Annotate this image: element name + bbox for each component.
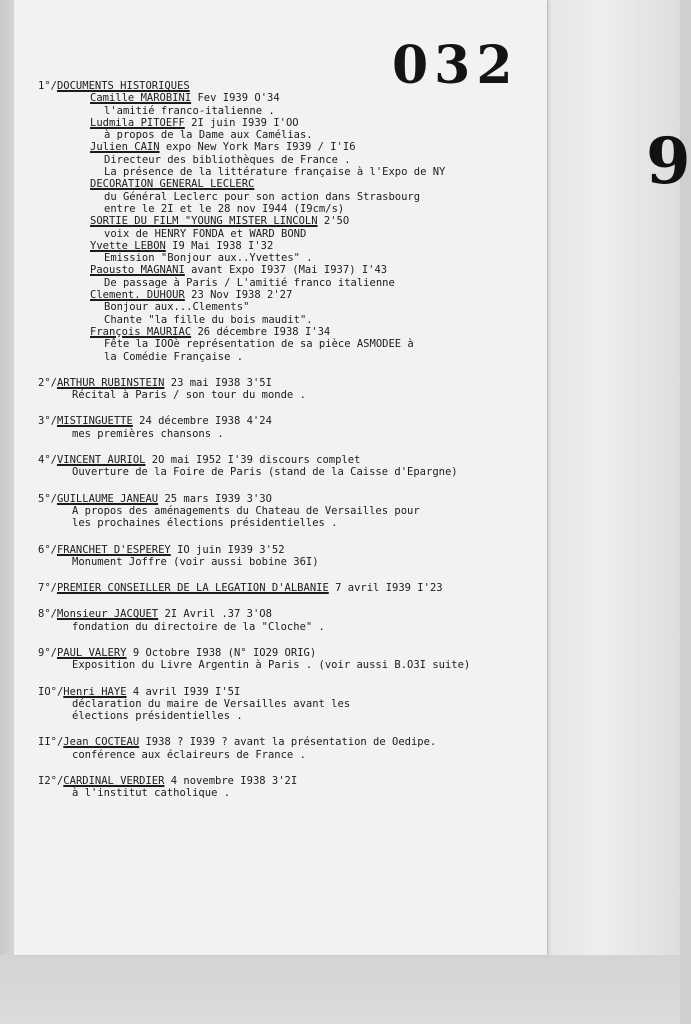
section-name: Monsieur JACQUET	[56, 608, 159, 621]
entry-heading	[38, 141, 538, 153]
section-number: 6°/	[38, 543, 57, 556]
entry-name: Clement. DUHOUR	[90, 289, 185, 302]
entry-details: I9 Mai I938 I'32	[165, 239, 274, 252]
section-gap	[38, 479, 538, 493]
section-gap	[38, 401, 538, 415]
entry-name: Julien CAIN	[90, 141, 160, 154]
section-description: conférence aux éclaireurs de France .	[72, 748, 306, 761]
document-page	[14, 0, 547, 955]
sections-list	[38, 363, 538, 800]
entry-description: Chante "la fille du bois maudit".	[104, 313, 313, 326]
entry-description: Fête la IOOè représentation de sa pièce ASMODEE à	[104, 338, 414, 351]
entry-description: entre le 2I et le 28 nov I944 (I9cm/s)	[104, 202, 345, 215]
section-name: PAUL VALERY	[56, 646, 127, 659]
entry-details: 23 Nov I938 2'27	[184, 289, 293, 302]
section-heading	[38, 736, 538, 748]
entry-details: 26 décembre I938 I'34	[191, 325, 331, 338]
section-heading	[38, 377, 538, 389]
entry-details: 2I juin I939 I'OO	[184, 116, 299, 129]
section-description: fondation du directoire de la "Cloche" .	[72, 620, 325, 633]
entry-details: expo New York Mars I939 / I'I6	[159, 141, 356, 154]
entry-description: du Général Leclerc pour son action dans Strasbourg	[104, 190, 421, 203]
entry-heading	[38, 215, 538, 227]
entry-name: Camille MAROBINI	[90, 92, 192, 105]
section-description: A propos des aménagements du Chateau de Versailles pour	[72, 504, 420, 517]
section-details: 24 décembre I938 4'24	[132, 415, 272, 428]
section-heading	[38, 582, 538, 594]
section-heading	[38, 493, 538, 505]
section-gap	[38, 594, 538, 608]
section-name: GUILLAUME JANEAU	[56, 492, 159, 505]
document-content	[38, 80, 538, 800]
entry-name: François MAURIAC	[90, 325, 192, 338]
section-number: II°/	[38, 736, 64, 749]
entry-name: Paousto MAGNANI	[90, 264, 185, 277]
section-details: 23 mai I938 3'5I	[164, 376, 272, 389]
section-details: 2O mai I952 I'39 discours complet	[145, 454, 361, 467]
entry-description: Emission "Bonjour aux..Yvettes" .	[104, 252, 313, 265]
entry-heading	[38, 289, 538, 301]
section-gap	[38, 568, 538, 582]
section-description: Récital à Paris / son tour du monde .	[72, 389, 306, 402]
section-number: 9°/	[38, 646, 57, 659]
adjacent-page-digit: 9	[646, 124, 691, 199]
section-gap	[38, 633, 538, 647]
entry-heading	[38, 326, 538, 338]
section-number: 3°/	[38, 415, 57, 428]
entry-description: la Comédie Française .	[104, 350, 244, 363]
section-description: Exposition du Livre Argentin à Paris . (voir aussi B.O3I suite)	[72, 659, 471, 672]
section-description: Monument Joffre (voir aussi bobine 36I)	[72, 555, 319, 568]
section-number: 4°/	[38, 454, 57, 467]
entry-details: avant Expo I937 (Mai I937) I'43	[184, 264, 388, 277]
section-number: 2°/	[38, 376, 57, 389]
section-description: élections présidentielles .	[72, 710, 243, 723]
entry-heading	[38, 92, 538, 104]
entry-name: DECORATION GENERAL LECLERC	[90, 178, 255, 191]
section-gap	[38, 363, 538, 377]
section-gap	[38, 440, 538, 454]
section-details: 9 Octobre I938 (N° IO29 ORIG)	[126, 646, 317, 659]
section-heading	[38, 647, 538, 659]
section-heading	[38, 415, 538, 427]
section-title: DOCUMENTS HISTORIQUES	[56, 80, 190, 92]
section-name: Jean COCTEAU	[63, 736, 140, 749]
entry-name: Ludmila PITOEFF	[90, 116, 185, 129]
section-details: 4 avril I939 I'5I	[126, 685, 241, 698]
section-name: CARDINAL VERDIER	[63, 775, 165, 788]
entry-description: l'amitié franco-italienne .	[104, 104, 275, 117]
section-gap	[38, 530, 538, 544]
section-number: 8°/	[38, 608, 57, 621]
section-number: 7°/	[38, 582, 57, 595]
section-number: 1°/	[38, 80, 57, 92]
entry-description: La présence de la littérature française à l'Expo de NY	[104, 166, 446, 179]
section-heading	[38, 454, 538, 466]
section-1-heading	[38, 80, 538, 92]
section-heading	[38, 608, 538, 620]
section-heading	[38, 686, 538, 698]
entry-description: Bonjour aux...Clements"	[104, 301, 250, 314]
entry-description: De passage à Paris / L'amitié franco italienne	[104, 276, 395, 289]
section-number: 5°/	[38, 492, 57, 505]
section-name: MISTINGUETTE	[56, 415, 133, 428]
entry-description: Directeur des bibliothèques de France .	[104, 153, 351, 166]
section-name: ARTHUR RUBINSTEIN	[56, 376, 165, 389]
entry-description: voix de HENRY FONDA et WARD BOND	[104, 227, 307, 240]
section-name: PREMIER CONSEILLER DE LA LEGATION D'ALBANIE	[56, 582, 329, 595]
section-number: IO°/	[38, 685, 64, 698]
entry-name: Yvette LEBON	[90, 239, 166, 252]
section-gap	[38, 761, 538, 775]
section-name: FRANCHET D'ESPEREY	[56, 543, 171, 556]
page-number: 032	[392, 35, 519, 96]
section-1	[38, 80, 538, 363]
section-name: VINCENT AURIOL	[56, 454, 146, 467]
section-details: 7 avril I939 I'23	[328, 582, 443, 595]
entry-description: à propos de la Dame aux Camélias.	[104, 129, 313, 142]
entry-heading	[38, 117, 538, 129]
section-details: I938 ? I939 ? avant la présentation de Oedipe.	[139, 736, 437, 749]
section-heading	[38, 775, 538, 787]
section-number: I2°/	[38, 775, 64, 788]
section-description: Ouverture de la Foire de Paris (stand de la Caisse d'Epargne)	[72, 466, 458, 479]
section-details: 4 novembre I938 3'2I	[164, 775, 298, 788]
entry-name: SORTIE DU FILM "YOUNG MISTER LINCOLN	[90, 215, 318, 228]
section-description: à l'institut catholique .	[72, 787, 231, 800]
entry-details: 2'5O	[317, 215, 350, 228]
section-gap	[38, 722, 538, 736]
section-gap	[38, 672, 538, 686]
entry-heading	[38, 178, 538, 190]
section-details: 25 mars I939 3'3O	[158, 492, 272, 505]
section-heading	[38, 544, 538, 556]
section-1-entries	[38, 92, 538, 363]
section-description: les prochaines élections présidentielles .	[72, 517, 338, 530]
entry-heading	[38, 264, 538, 276]
section-description: mes premières chansons .	[72, 427, 224, 440]
section-name: Henri HAYE	[63, 685, 127, 698]
section-details: 2I Avril .37 3'O8	[158, 608, 272, 621]
section-description: déclaration du maire de Versailles avant les	[72, 697, 351, 710]
entry-heading	[38, 240, 538, 252]
bottom-edge	[0, 955, 680, 1024]
entry-details: Fev I939 O'34	[191, 92, 280, 105]
section-details: IO juin I939 3'52	[170, 543, 285, 556]
